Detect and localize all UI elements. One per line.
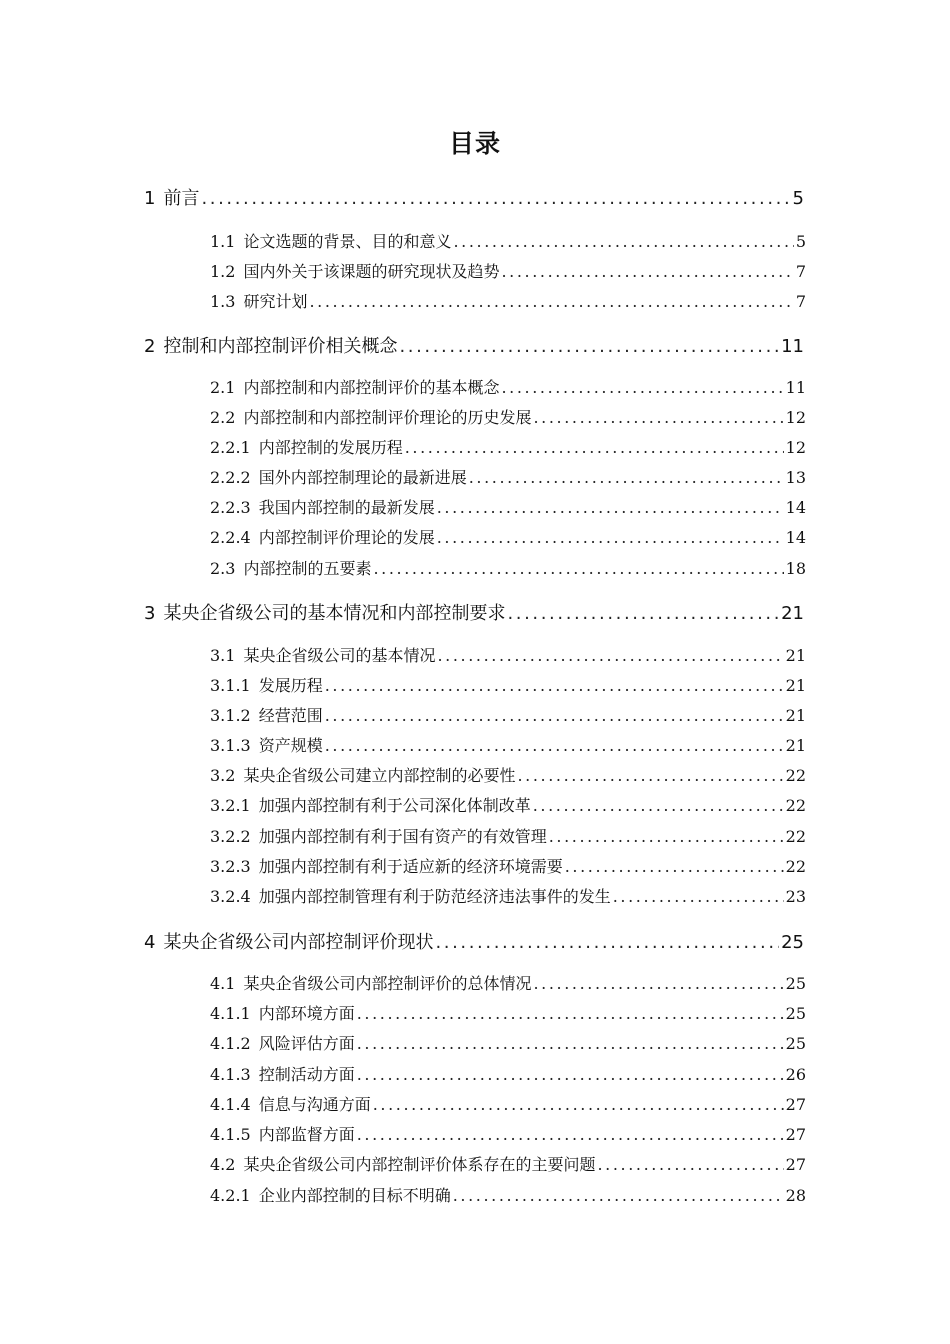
toc-entry-text: 加强内部控制管理有利于防范经济违法事件的发生 bbox=[258, 887, 611, 906]
toc-entry-number: 3.2.3 bbox=[210, 857, 251, 876]
toc-section-entry[interactable] bbox=[210, 673, 806, 696]
toc-title: 目录 bbox=[448, 129, 501, 158]
toc-page-number: 5 bbox=[795, 232, 806, 251]
toc-section-entry[interactable] bbox=[210, 1183, 806, 1206]
toc-entry-text: 内部控制和内部控制评价的基本概念 bbox=[243, 378, 500, 397]
toc-entry-number: 4.1.3 bbox=[210, 1065, 251, 1084]
toc-entry-number: 4 bbox=[144, 932, 156, 953]
toc-dot-leader bbox=[437, 498, 784, 517]
toc-entry-text: 内部控制的发展历程 bbox=[258, 438, 403, 457]
toc-entry-number: 1 bbox=[144, 188, 156, 209]
toc-page-number: 7 bbox=[795, 262, 806, 281]
toc-entry-number: 3.1.2 bbox=[210, 706, 251, 725]
toc-entry-text: 某央企省级公司的基本情况和内部控制要求 bbox=[163, 603, 506, 624]
toc-page-number: 27 bbox=[785, 1155, 806, 1174]
toc-entry-label bbox=[210, 435, 403, 458]
toc-page-number: 22 bbox=[785, 857, 806, 876]
toc-dot-leader bbox=[549, 827, 784, 846]
toc-dot-leader bbox=[565, 857, 784, 876]
toc-entry-text: 企业内部控制的目标不明确 bbox=[258, 1186, 451, 1205]
toc-entry-text: 内部监督方面 bbox=[258, 1125, 355, 1144]
toc-page-number: 25 bbox=[785, 1004, 806, 1023]
toc-entry-text: 某央企省级公司建立内部控制的必要性 bbox=[243, 766, 516, 785]
toc-page-number: 14 bbox=[785, 528, 806, 547]
toc-section-entry[interactable] bbox=[210, 289, 806, 312]
toc-entry-text: 内部控制评价理论的发展 bbox=[258, 528, 435, 547]
toc-page-number: 22 bbox=[785, 827, 806, 846]
toc-entry-text: 某央企省级公司内部控制评价的总体情况 bbox=[243, 974, 532, 993]
toc-entry-label bbox=[210, 465, 467, 488]
toc-page-number: 12 bbox=[785, 438, 806, 457]
toc-entry-text: 某央企省级公司的基本情况 bbox=[243, 646, 436, 665]
toc-entry-label bbox=[210, 793, 531, 816]
toc-entry-text: 加强内部控制有利于适应新的经济环境需要 bbox=[258, 857, 563, 876]
toc-entry-text: 内部控制的五要素 bbox=[243, 559, 372, 578]
toc-page-number: 22 bbox=[785, 796, 806, 815]
toc-entry-number: 4.1.4 bbox=[210, 1095, 251, 1114]
toc-section-entry[interactable] bbox=[210, 884, 806, 907]
toc-entry-label bbox=[210, 1031, 355, 1054]
toc-entry-label bbox=[210, 1183, 451, 1206]
toc-dot-leader bbox=[453, 1186, 784, 1205]
toc-dot-leader bbox=[201, 188, 790, 209]
toc-section-entry[interactable] bbox=[210, 1031, 806, 1054]
toc-entry-label bbox=[210, 824, 547, 847]
toc-section-entry[interactable] bbox=[210, 259, 806, 282]
toc-entry-number: 2.2.1 bbox=[210, 438, 251, 457]
toc-entry-number: 3.1.3 bbox=[210, 736, 251, 755]
toc-page-number: 25 bbox=[785, 1034, 806, 1053]
toc-entry-text: 控制活动方面 bbox=[258, 1065, 355, 1084]
toc-dot-leader bbox=[373, 559, 783, 578]
toc-entry-label bbox=[210, 525, 435, 548]
toc-entry-text: 加强内部控制有利于公司深化体制改革 bbox=[258, 796, 531, 815]
toc-entry-text: 前言 bbox=[163, 188, 200, 209]
toc-page-number: 21 bbox=[785, 736, 806, 755]
toc-entry-number: 3.1 bbox=[210, 646, 236, 665]
toc-entry-number: 3.2.2 bbox=[210, 827, 251, 846]
toc-page-number: 21 bbox=[785, 676, 806, 695]
toc-entry-text: 加强内部控制有利于国有资产的有效管理 bbox=[258, 827, 547, 846]
toc-entry-text: 某央企省级公司内部控制评价体系存在的主要问题 bbox=[243, 1155, 596, 1174]
toc-page-number: 25 bbox=[781, 932, 804, 953]
toc-entry-label bbox=[210, 289, 307, 312]
toc-page-number: 28 bbox=[785, 1186, 806, 1205]
toc-section-entry[interactable] bbox=[210, 824, 806, 847]
toc-entry-text: 国内外关于该课题的研究现状及趋势 bbox=[243, 262, 500, 281]
toc-entry-label bbox=[210, 971, 531, 994]
toc-entry-number: 1.2 bbox=[210, 262, 236, 281]
toc-section-entry[interactable] bbox=[210, 525, 806, 548]
toc-entry-number: 2.1 bbox=[210, 378, 236, 397]
toc-entry-number: 2.2.2 bbox=[210, 468, 251, 487]
toc-entry-label bbox=[210, 733, 323, 756]
toc-entry-number: 3.2 bbox=[210, 766, 236, 785]
toc-section-entry[interactable] bbox=[210, 793, 806, 816]
toc-page-number: 22 bbox=[785, 766, 806, 785]
toc-dot-leader bbox=[469, 468, 784, 487]
toc-entry-text: 我国内部控制的最新发展 bbox=[258, 498, 435, 517]
toc-dot-leader bbox=[325, 736, 784, 755]
toc-dot-leader bbox=[309, 292, 793, 311]
toc-dot-leader bbox=[507, 603, 779, 624]
toc-dot-leader bbox=[357, 1065, 784, 1084]
toc-dot-leader bbox=[453, 232, 793, 251]
toc-dot-leader bbox=[405, 438, 784, 457]
toc-dot-leader bbox=[373, 1095, 784, 1114]
toc-entry-number: 4.1.2 bbox=[210, 1034, 251, 1053]
toc-page-number: 14 bbox=[785, 498, 806, 517]
toc-dot-leader bbox=[437, 528, 784, 547]
toc-entry-text: 经营范围 bbox=[258, 706, 323, 725]
toc-dot-leader bbox=[357, 1125, 784, 1144]
toc-entry-text: 发展历程 bbox=[258, 676, 323, 695]
toc-dot-leader bbox=[533, 408, 783, 427]
toc-entry-label bbox=[210, 556, 371, 579]
toc-entry-label bbox=[210, 643, 435, 666]
toc-dot-leader bbox=[325, 676, 784, 695]
toc-dot-leader bbox=[501, 262, 793, 281]
toc-entry-number: 4.1.1 bbox=[210, 1004, 251, 1023]
toc-dot-leader bbox=[357, 1034, 784, 1053]
toc-section-entry[interactable] bbox=[210, 1122, 806, 1145]
toc-page-number: 5 bbox=[792, 188, 804, 209]
toc-entry-number: 2.2.4 bbox=[210, 528, 251, 547]
toc-entry-text: 某央企省级公司内部控制评价现状 bbox=[163, 932, 434, 953]
toc-section-entry[interactable] bbox=[210, 971, 806, 994]
toc-entry-number: 2.3 bbox=[210, 559, 236, 578]
toc-entry-text: 内部控制和内部控制评价理论的历史发展 bbox=[243, 408, 532, 427]
toc-section-entry[interactable] bbox=[210, 1062, 806, 1085]
toc-entry-number: 2.2 bbox=[210, 408, 236, 427]
toc-entry-number: 3 bbox=[144, 603, 156, 624]
toc-entry-number: 2 bbox=[144, 336, 156, 357]
toc-entry-label bbox=[144, 332, 397, 358]
toc-entry-text: 内部环境方面 bbox=[258, 1004, 355, 1023]
toc-page-number: 13 bbox=[785, 468, 806, 487]
toc-dot-leader bbox=[597, 1155, 783, 1174]
toc-section-entry[interactable] bbox=[210, 854, 806, 877]
toc-page-number: 27 bbox=[785, 1095, 806, 1114]
toc-entry-label bbox=[144, 184, 199, 210]
toc-section-entry[interactable] bbox=[210, 1001, 806, 1024]
toc-dot-leader bbox=[501, 378, 783, 397]
toc-entry-number: 3.1.1 bbox=[210, 676, 251, 695]
toc-entry-label bbox=[210, 229, 451, 252]
toc-page-number: 7 bbox=[795, 292, 806, 311]
toc-entry-text: 信息与沟通方面 bbox=[258, 1095, 371, 1114]
toc-chapter-entry[interactable] bbox=[144, 184, 804, 210]
toc-dot-leader bbox=[435, 932, 779, 953]
toc-entry-text: 国外内部控制理论的最新进展 bbox=[258, 468, 467, 487]
toc-page-number: 21 bbox=[785, 646, 806, 665]
toc-section-entry[interactable] bbox=[210, 375, 806, 398]
toc-entry-label bbox=[210, 673, 323, 696]
toc-section-entry[interactable] bbox=[210, 495, 806, 518]
toc-dot-leader bbox=[613, 887, 784, 906]
toc-chapter-entry[interactable] bbox=[144, 928, 804, 954]
toc-page-number: 11 bbox=[785, 378, 806, 397]
toc-section-entry[interactable] bbox=[210, 229, 806, 252]
toc-entry-label bbox=[210, 1001, 355, 1024]
toc-section-entry[interactable] bbox=[210, 465, 806, 488]
toc-section-entry[interactable] bbox=[210, 643, 806, 666]
toc-dot-leader bbox=[325, 706, 784, 725]
toc-entry-label bbox=[210, 854, 563, 877]
toc-entry-label bbox=[144, 599, 505, 625]
toc-entry-label bbox=[210, 375, 499, 398]
toc-page-number: 12 bbox=[785, 408, 806, 427]
toc-entry-number: 4.2.1 bbox=[210, 1186, 251, 1205]
toc-entry-number: 4.1.5 bbox=[210, 1125, 251, 1144]
toc-section-entry[interactable] bbox=[210, 733, 806, 756]
toc-entry-number: 4.2 bbox=[210, 1155, 236, 1174]
toc-chapter-entry[interactable] bbox=[144, 332, 804, 358]
toc-entry-label bbox=[144, 928, 433, 954]
toc-entry-label bbox=[210, 495, 435, 518]
toc-entry-number: 4.1 bbox=[210, 974, 236, 993]
toc-section-entry[interactable] bbox=[210, 556, 806, 579]
toc-entry-text: 风险评估方面 bbox=[258, 1034, 355, 1053]
toc-dot-leader bbox=[533, 974, 783, 993]
toc-entry-label bbox=[210, 1092, 371, 1115]
toc-entry-label bbox=[210, 703, 323, 726]
toc-page-number: 21 bbox=[781, 603, 804, 624]
toc-entry-label bbox=[210, 1062, 355, 1085]
toc-section-entry[interactable] bbox=[210, 405, 806, 428]
toc-chapter-entry[interactable] bbox=[144, 599, 804, 625]
toc-entry-number: 1.1 bbox=[210, 232, 236, 251]
toc-entry-number: 1.3 bbox=[210, 292, 236, 311]
toc-entry-label bbox=[210, 1122, 355, 1145]
toc-page-number: 18 bbox=[785, 559, 806, 578]
toc-entry-text: 资产规模 bbox=[258, 736, 323, 755]
toc-dot-leader bbox=[437, 646, 783, 665]
toc-entry-text: 论文选题的背景、目的和意义 bbox=[243, 232, 452, 251]
toc-entry-number: 3.2.4 bbox=[210, 887, 251, 906]
toc-entry-number: 2.2.3 bbox=[210, 498, 251, 517]
toc-dot-leader bbox=[533, 796, 784, 815]
toc-entry-label bbox=[210, 259, 499, 282]
toc-entry-text: 研究计划 bbox=[243, 292, 308, 311]
toc-entry-label bbox=[210, 763, 515, 786]
toc-page-number: 25 bbox=[785, 974, 806, 993]
toc-dot-leader bbox=[357, 1004, 784, 1023]
toc-section-entry[interactable] bbox=[210, 435, 806, 458]
toc-entry-label bbox=[210, 1152, 595, 1175]
toc-page-number: 27 bbox=[785, 1125, 806, 1144]
toc-page-number: 26 bbox=[785, 1065, 806, 1084]
toc-entry-label bbox=[210, 884, 611, 907]
toc-page-number: 21 bbox=[785, 706, 806, 725]
toc-dot-leader bbox=[517, 766, 783, 785]
toc-section-entry[interactable] bbox=[210, 1152, 806, 1175]
toc-entry-number: 3.2.1 bbox=[210, 796, 251, 815]
toc-section-entry[interactable] bbox=[210, 763, 806, 786]
toc-section-entry[interactable] bbox=[210, 703, 806, 726]
toc-entry-label bbox=[210, 405, 531, 428]
toc-dot-leader bbox=[399, 336, 779, 357]
toc-entry-text: 控制和内部控制评价相关概念 bbox=[163, 336, 398, 357]
toc-page-number: 23 bbox=[785, 887, 806, 906]
toc-section-entry[interactable] bbox=[210, 1092, 806, 1115]
toc-page-number: 11 bbox=[781, 336, 804, 357]
